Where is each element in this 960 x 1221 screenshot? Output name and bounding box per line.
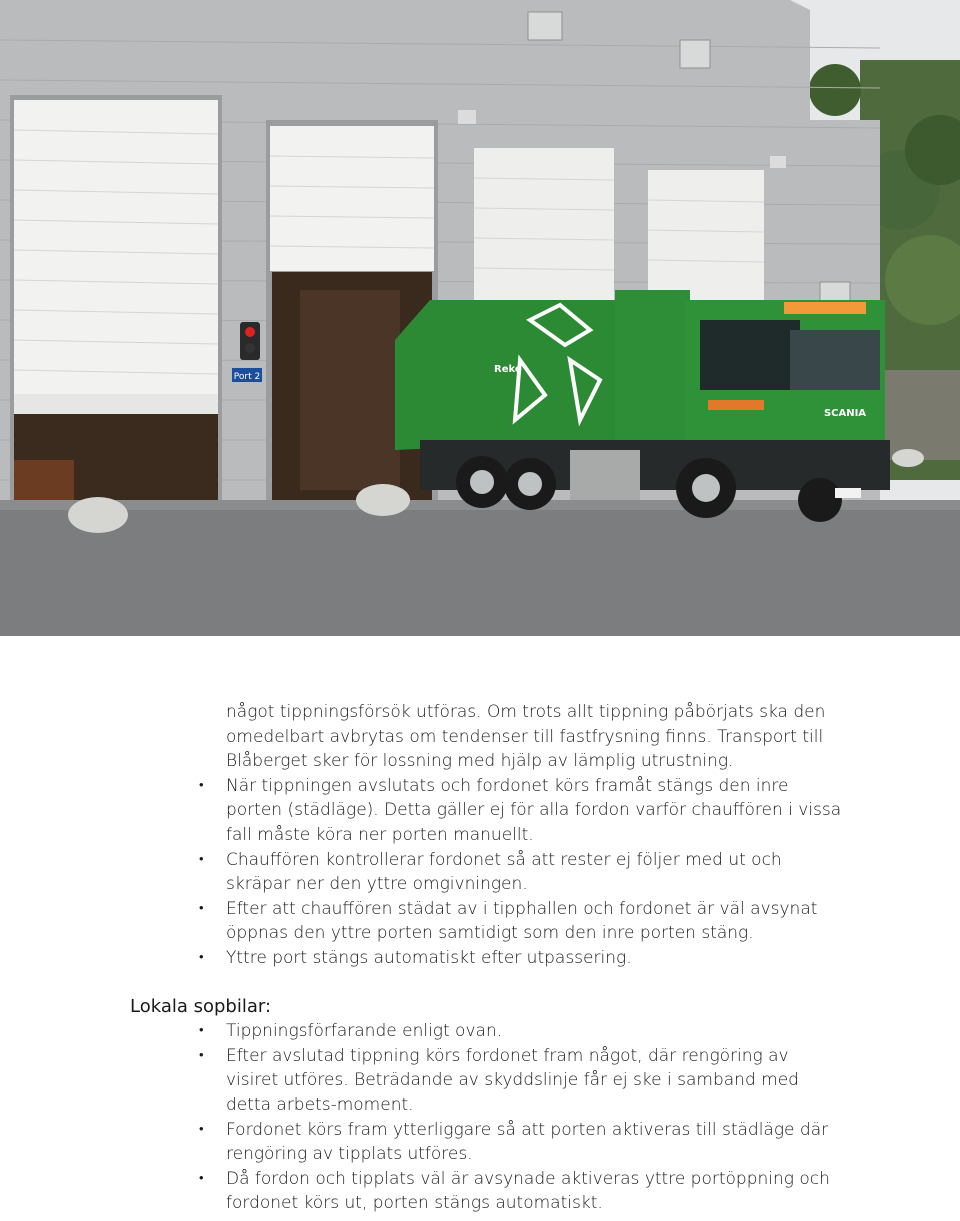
list-item: • Fordonet körs fram ytterliggare så att porten aktiveras till städläge där rengöring av tipplats utföres. xyxy=(226,1118,846,1167)
truck-company-label: Reko xyxy=(494,364,522,375)
continuation-paragraph: något tippningsförsök utföras. Om trots allt tippning påbörjats ska den omedelbart avbrytas om tendenser till fastfrysning finns. Transport till Blåberget sker för lossning med hjälp av lämplig utrustning. xyxy=(226,702,826,772)
document-body xyxy=(0,700,960,1216)
list-item: • Då fordon och tipplats väl är avsynade aktiveras yttre portöppning och fordonet körs ut, porten stängs automatiskt. xyxy=(226,1167,846,1216)
port-sign: Port 2 xyxy=(233,372,261,382)
bullet-list-2 xyxy=(0,1019,960,1216)
list-item: • Tippningsförfarande enligt ovan. xyxy=(226,1019,846,1044)
list-item: • Efter att chauffören städat av i tipphallen och fordonet är väl avsynat öppnas den yttre porten samtidigt som den inre porten stäng. xyxy=(226,897,846,946)
bullet-list-1 xyxy=(0,774,960,971)
section-heading: Lokala sopbilar: xyxy=(130,995,272,1017)
list-item: • När tippningen avslutats och fordonet körs framåt stängs den inre porten (städläge). Detta gäller ej för alla fordon varför chauffören i vissa fall måste köra ner porten manuellt. xyxy=(226,774,846,848)
list-item: • Efter avslutad tippning körs fordonet fram något, där rengöring av visiret utföres. Beträdande av skyddslinje får ej ske i samband med detta arbets-moment. xyxy=(226,1044,846,1118)
list-item: • Yttre port stängs automatiskt efter utpassering. xyxy=(226,946,846,971)
truck-brand-label: SCANIA xyxy=(823,408,867,419)
list-item: • Chauffören kontrollerar fordonet så att rester ej följer med ut och skräpar ner den yttre omgivningen. xyxy=(226,848,846,897)
